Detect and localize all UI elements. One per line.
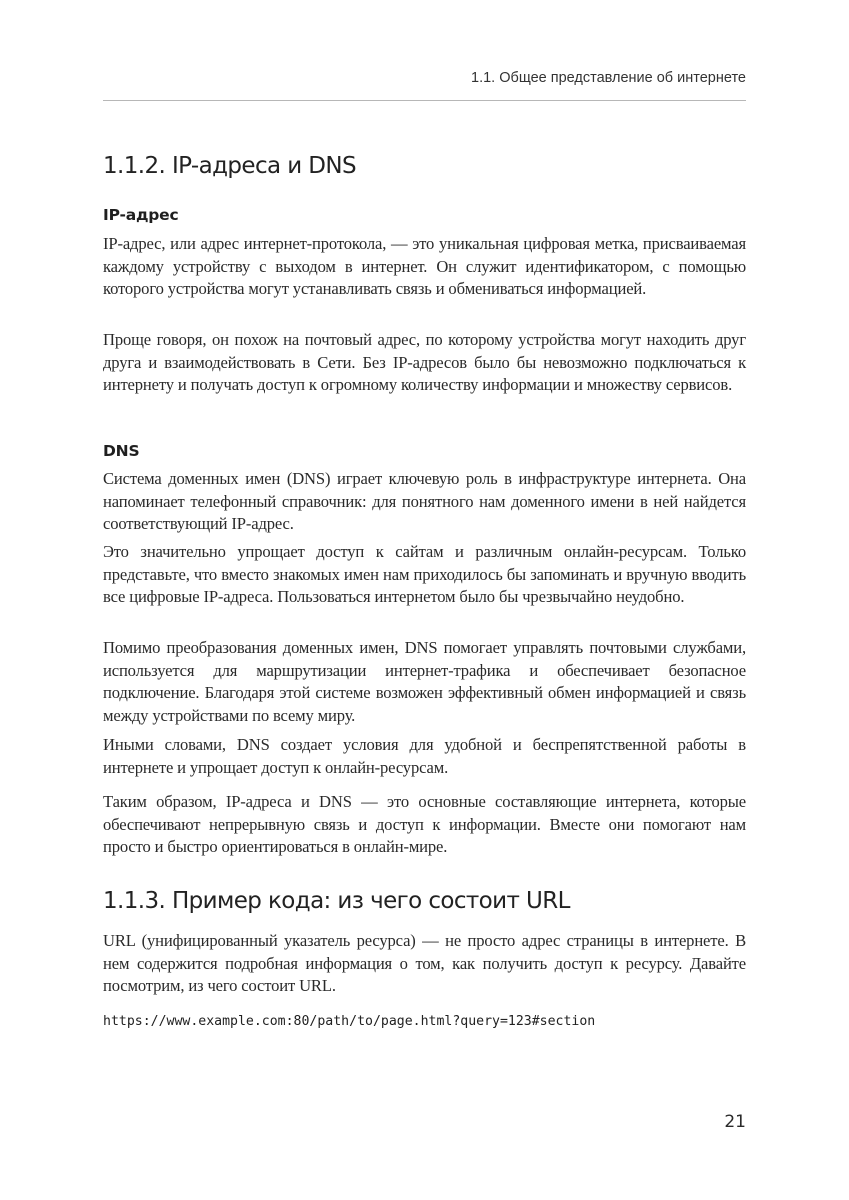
paragraph-dns-5: Таким образом, IP-адреса и DNS — это основные составляющие интернета, которые обеспечивают непрерывную связь и доступ к информации. Вместе они помогают нам просто и быстро ориентироваться в онлайн-мире. bbox=[103, 792, 746, 856]
paragraph-ip-2: Проще говоря, он похож на почтовый адрес, по которому устройства могут находить друг друга и взаимодействовать в Сети. Без IP-адресов было бы невозможно подключаться к интернету и получать доступ к огромному количеству информации и множеству сервисов. bbox=[103, 330, 746, 394]
subheading-ip-address: IP-адрес bbox=[103, 206, 179, 224]
paragraph-dns-3: Помимо преобразования доменных имен, DNS помогает управлять почтовыми службами, используется для маршрутизации интернет-трафика и обеспечивает безопасное подключение. Благодаря этой системе возможен эффективный обмен информацией и связь между устройствами по всему миру. bbox=[103, 638, 746, 725]
header-divider bbox=[103, 100, 746, 101]
paragraph-dns-2: Это значительно упрощает доступ к сайтам и различным онлайн-ресурсам. Только представьте, что вместо знакомых имен нам приходилось бы запоминать и вручную вводить все цифровые IP-адреса. Пользоваться интернетом было бы чрезвычайно неудобно. bbox=[103, 542, 746, 606]
paragraph-dns-4: Иными словами, DNS создает условия для удобной и беспрепятственной работы в интернете и упрощает доступ к онлайн-ресурсам. bbox=[103, 735, 746, 777]
section-title-ip-dns: 1.1.2. IP-адреса и DNS bbox=[103, 153, 356, 179]
url-code-example: https://www.example.com:80/path/to/page.html?query=123#section bbox=[103, 1014, 596, 1029]
paragraph-dns-1: Система доменных имен (DNS) играет ключевую роль в инфраструктуре интернета. Она напоминает телефонный справочник: для понятного нам доменного имени в ней найдется соответствующий IP-адрес. bbox=[103, 469, 746, 533]
paragraph-url: URL (унифицированный указатель ресурса) — не просто адрес страницы в интернете. В нем содержится подробная информация о том, как получить доступ к ресурсу. Давайте посмотрим, из чего состоит URL. bbox=[103, 931, 746, 995]
running-head: 1.1. Общее представление об интернете bbox=[471, 70, 746, 86]
book-page bbox=[103, 0, 746, 1200]
subheading-dns: DNS bbox=[103, 442, 140, 460]
paragraph-ip-1: IP-адрес, или адрес интернет-протокола, — это уникальная цифровая метка, присваиваемая каждому устройству с выходом в интернет. Он служит идентификатором, с помощью которого устройства могут устанавливать связь и обмениваться информацией. bbox=[103, 234, 746, 298]
section-title-url-example: 1.1.3. Пример кода: из чего состоит URL bbox=[103, 888, 570, 914]
page-number: 21 bbox=[724, 1112, 746, 1132]
